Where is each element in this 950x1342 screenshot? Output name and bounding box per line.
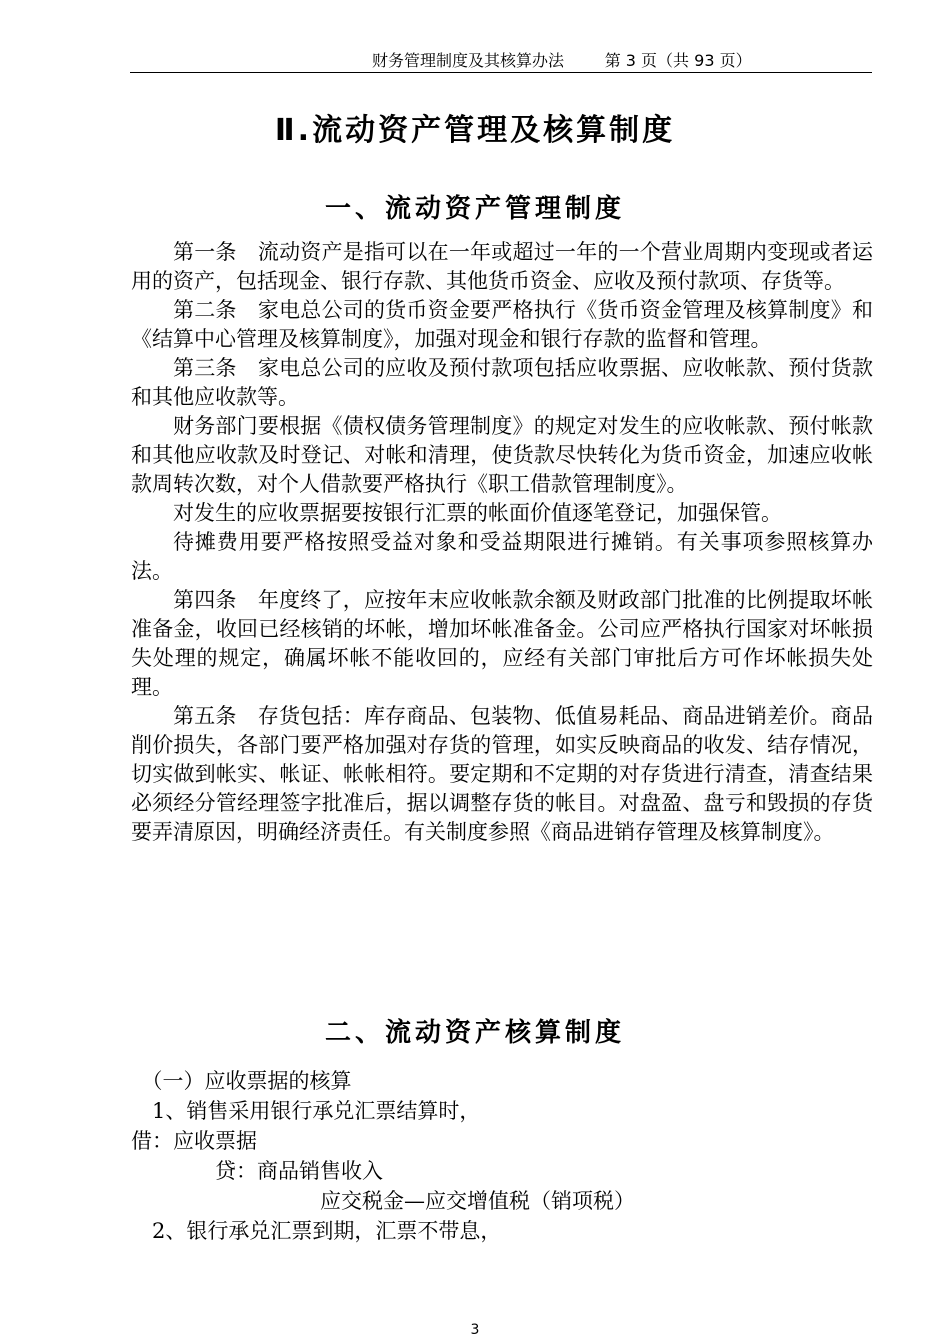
paragraph-finance-dept: 财务部门要根据《债权债务管理制度》的规定对发生的应收帐款、预付帐款和其他应收款及时登记、对帐和清理，使货款尽快转化为货币资金，加速应收帐款周转次数，对个人借款要严格执行《职工借款管理制度》。	[131, 414, 873, 496]
page-header	[372, 48, 752, 71]
chapter-title: Ⅱ.流动资产管理及核算制度	[274, 113, 676, 148]
list-item: 1、销售采用银行承兑汇票结算时，	[131, 1099, 481, 1123]
paragraph-article-1: 第一条 流动资产是指可以在一年或超过一年的一个营业周期内变现或者运用的资产，包括现金、银行存款、其他货币资金、应收及预付款项、存货等。	[131, 240, 873, 293]
section2-body	[131, 1066, 635, 1246]
section2-title: 二、流动资产核算制度	[324, 1018, 625, 1048]
list-item: 2、银行承兑汇票到期，汇票不带息，	[131, 1219, 502, 1243]
journal-credit-tax: 应交税金—应交增值税（销项税）	[131, 1189, 635, 1213]
paragraph-article-2: 第二条 家电总公司的货币资金要严格执行《货币资金管理及核算制度》和《结算中心管理及核算制度》，加强对现金和银行存款的监督和管理。	[131, 298, 873, 351]
section1-title: 一、流动资产管理制度	[324, 194, 625, 224]
header-page-info: 第 3 页（共 93 页）	[604, 51, 752, 70]
paragraph-article-3: 第三条 家电总公司的应收及预付款项包括应收票据、应收帐款、预付货款和其他应收款等。	[131, 356, 873, 409]
paragraph-prepaid-expenses: 待摊费用要严格按照受益对象和受益期限进行摊销。有关事项参照核算办法。	[131, 530, 873, 583]
subsection-heading: （一）应收票据的核算	[131, 1069, 352, 1093]
section1-body	[131, 238, 873, 847]
paragraph-notes-receivable: 对发生的应收票据要按银行汇票的帐面价值逐笔登记，加强保管。	[173, 501, 782, 525]
paragraph-article-4: 第四条 年度终了，应按年末应收帐款余额及财政部门批准的比例提取坏帐准备金，收回已经核销的坏帐，增加坏帐准备金。公司应严格执行国家对坏帐损失处理的规定，确属坏帐不能收回的，应经有关部门审批后方可作坏帐损失处理。	[131, 588, 873, 699]
header-divider	[130, 72, 872, 73]
page-number: 3	[470, 1322, 480, 1338]
header-doc-title: 财务管理制度及其核算办法	[372, 51, 565, 70]
journal-debit: 借：应收票据	[131, 1129, 257, 1153]
journal-credit: 贷：商品销售收入	[131, 1159, 383, 1183]
paragraph-article-5: 第五条 存货包括：库存商品、包装物、低值易耗品、商品进销差价。商品削价损失，各部门要严格加强对存货的管理，如实反映商品的收发、结存情况，切实做到帐实、帐证、帐帐相符。要定期和不定期的对存货进行清查，清查结果必须经分管经理签字批准后，据以调整存货的帐目。对盘盈、盘亏和毁损的存货要弄清原因，明确经济责任。有关制度参照《商品进销存管理及核算制度》。	[131, 704, 873, 844]
